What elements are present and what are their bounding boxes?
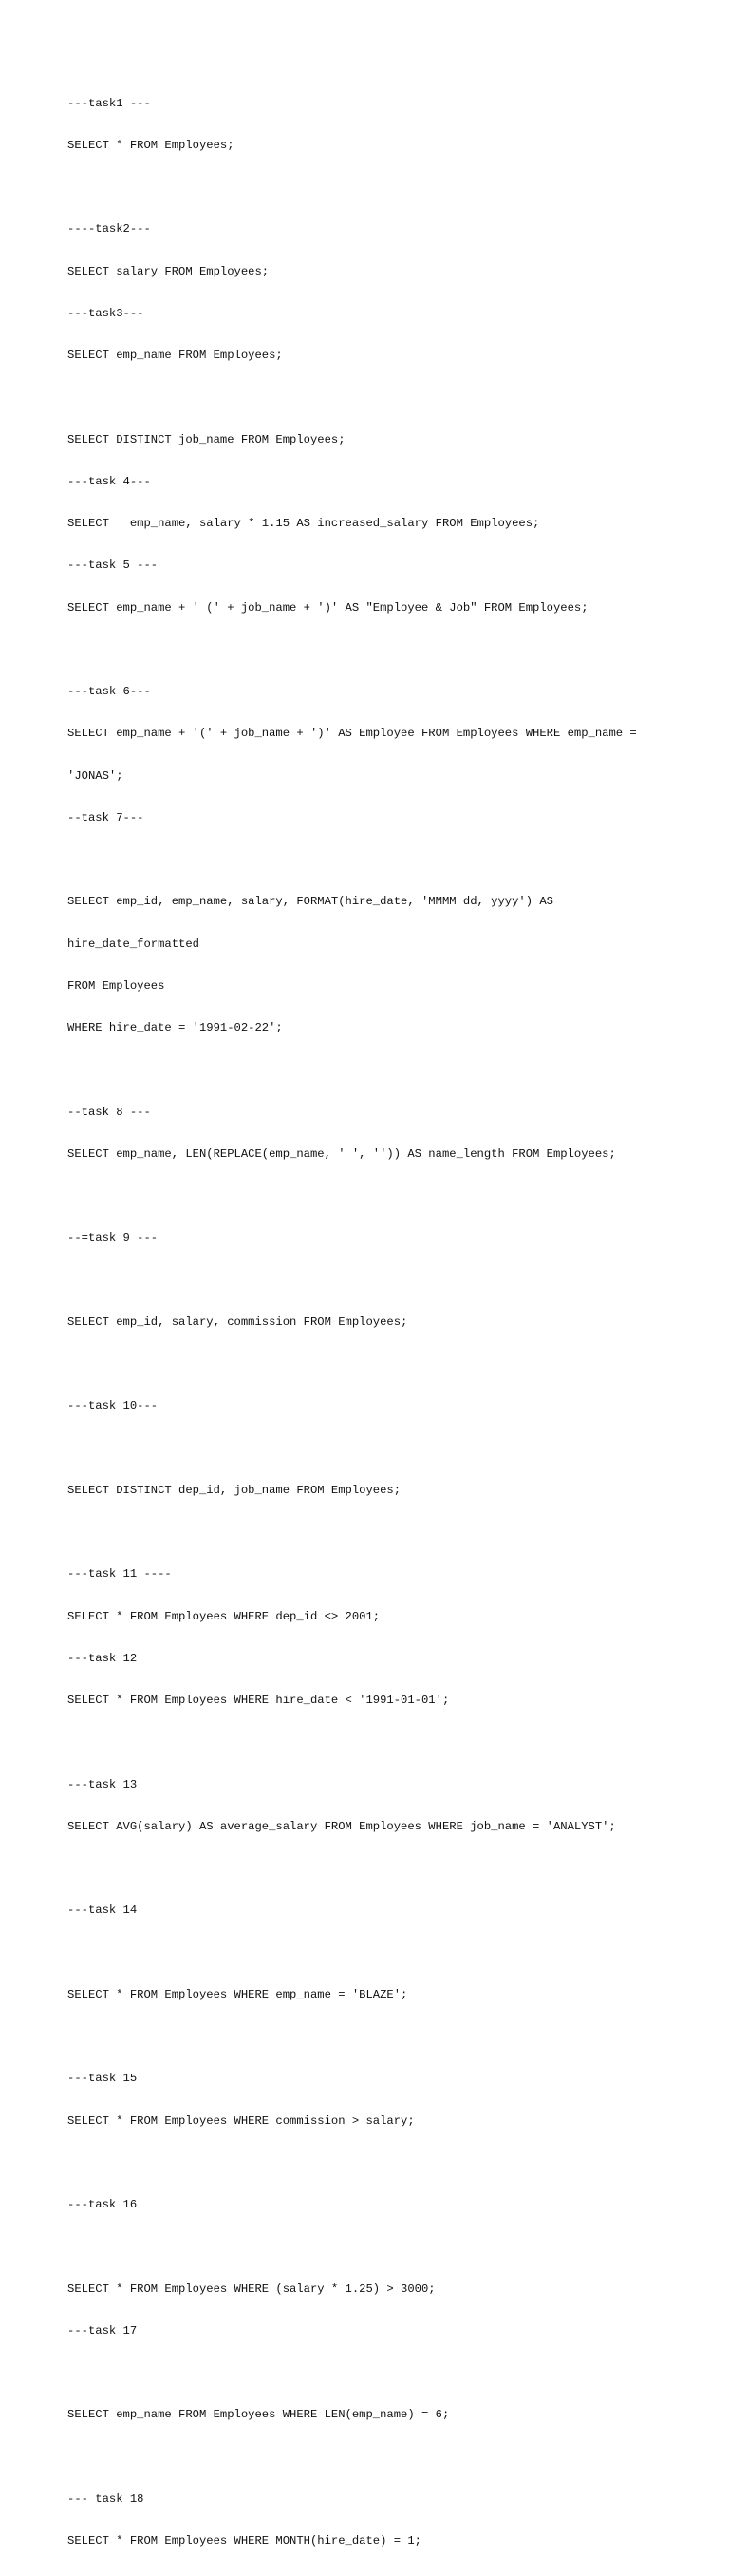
code-line	[67, 1525, 675, 1540]
code-line	[67, 1274, 675, 1288]
code-line	[67, 1063, 675, 1077]
code-line: SELECT AVG(salary) AS average_salary FROM Employees WHERE job_name = 'ANALYST';	[67, 1819, 616, 1833]
sql-code-block	[67, 68, 675, 2576]
code-line	[67, 2451, 675, 2465]
code-line: SELECT DISTINCT dep_id, job_name FROM Employees;	[67, 1483, 402, 1497]
code-line	[67, 853, 675, 867]
code-line	[67, 2030, 675, 2044]
code-line: ---task 4---	[67, 474, 151, 488]
code-line: ---task 12	[67, 1651, 138, 1665]
code-line	[67, 1946, 675, 1960]
code-line	[67, 180, 675, 195]
code-line	[67, 2156, 675, 2170]
code-line: SELECT * FROM Employees WHERE dep_id <> 2001;	[67, 1609, 381, 1623]
code-line: --=task 9 ---	[67, 1231, 159, 1245]
code-line: ---task 17	[67, 2323, 138, 2338]
code-line: ---task 16	[67, 2198, 138, 2211]
code-line: ---task1 ---	[67, 96, 151, 110]
code-line: SELECT emp_name + '(' + job_name + ')' AS Employee FROM Employees WHERE emp_name =	[67, 727, 637, 741]
code-line: ----task2---	[67, 222, 151, 237]
code-line: --- task 18	[67, 2491, 144, 2506]
code-line: hire_date_formatted	[67, 937, 199, 951]
code-line	[67, 1862, 675, 1876]
code-line: SELECT * FROM Employees WHERE commission > salary;	[67, 2113, 415, 2128]
code-line	[67, 1189, 675, 1203]
code-line	[67, 2366, 675, 2380]
code-line: SELECT emp_id, emp_name, salary, FORMAT(hire_date, 'MMMM dd, yyyy') AS	[67, 895, 553, 909]
code-line: SELECT emp_name + ' (' + job_name + ')' AS "Employee & Job" FROM Employees;	[67, 600, 589, 615]
code-line	[67, 2240, 675, 2254]
code-line: ---task3---	[67, 306, 144, 320]
code-line: SELECT * FROM Employees WHERE hire_date < '1991-01-01';	[67, 1694, 450, 1707]
code-line: ---task 10---	[67, 1399, 159, 1413]
code-line: ---task 15	[67, 2072, 138, 2086]
code-line: SELECT salary FROM Employees;	[67, 264, 270, 278]
code-line: SELECT emp_name, LEN(REPLACE(emp_name, ' ', '')) AS name_length FROM Employees;	[67, 1146, 616, 1161]
code-line: SELECT * FROM Employees WHERE emp_name = 'BLAZE';	[67, 1987, 408, 2001]
code-line: SELECT DISTINCT job_name FROM Employees;	[67, 432, 346, 446]
code-line: SELECT * FROM Employees WHERE MONTH(hire_date) = 1;	[67, 2534, 421, 2548]
code-line: ---task 11 ----	[67, 1567, 172, 1582]
code-line: SELECT emp_name, salary * 1.15 AS increased_salary FROM Employees;	[67, 517, 540, 530]
code-line: 'JONAS';	[67, 768, 123, 783]
code-line: --task 8 ---	[67, 1105, 151, 1119]
code-line: ---task 13	[67, 1777, 138, 1791]
code-line: SELECT emp_name FROM Employees WHERE LEN(emp_name) = 6;	[67, 2408, 450, 2422]
code-line: ---task 6---	[67, 685, 151, 698]
code-line: SELECT * FROM Employees;	[67, 138, 234, 152]
code-line: ---task 14	[67, 1904, 138, 1918]
code-line: ---task 5 ---	[67, 559, 159, 573]
code-line: SELECT emp_name FROM Employees;	[67, 349, 283, 362]
code-line: SELECT * FROM Employees WHERE (salary * 1.25) > 3000;	[67, 2282, 436, 2296]
code-line: WHERE hire_date = '1991-02-22';	[67, 1021, 283, 1034]
code-line: SELECT emp_id, salary, commission FROM Employees;	[67, 1315, 408, 1329]
code-line	[67, 390, 675, 405]
code-line	[67, 643, 675, 657]
code-line	[67, 1357, 675, 1372]
code-line	[67, 1735, 675, 1750]
code-line: --task 7---	[67, 810, 144, 824]
code-line: FROM Employees	[67, 978, 165, 993]
code-line	[67, 1442, 675, 1456]
